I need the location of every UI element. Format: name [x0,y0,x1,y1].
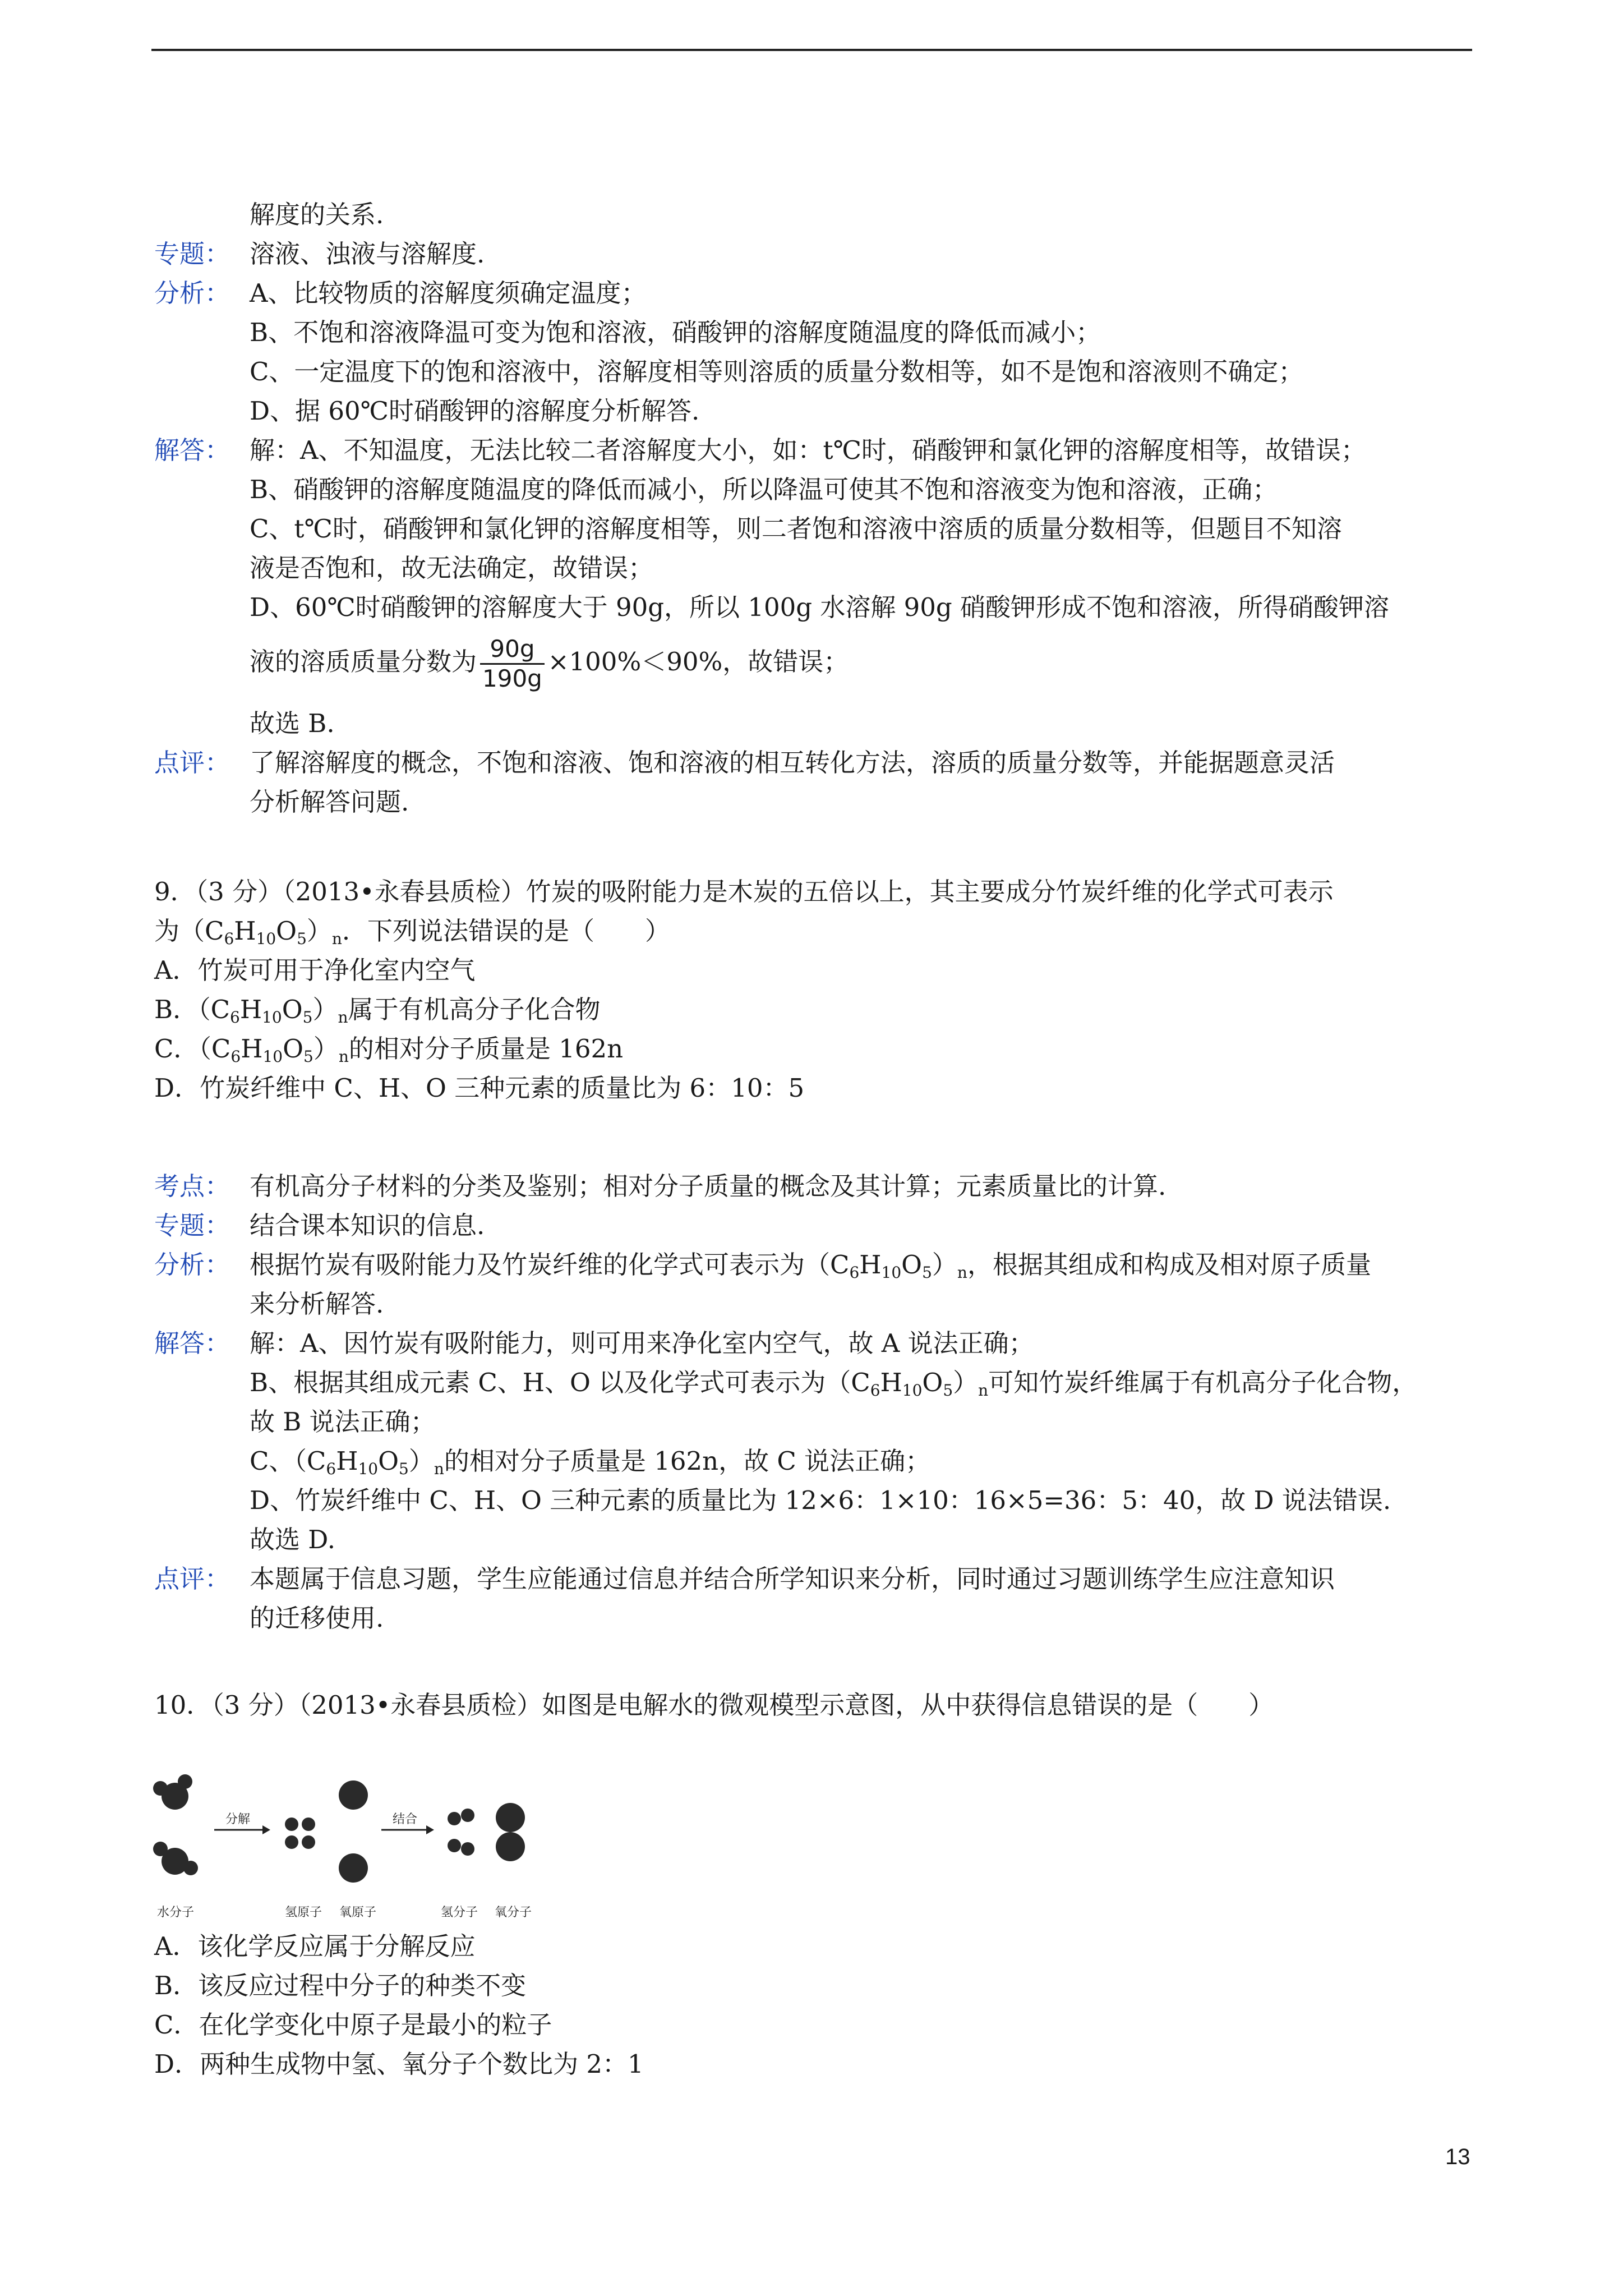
q8-fenxi-line: A、比较物质的溶解度须确定温度； [250,278,647,308]
oxygen-atoms [339,1780,368,1883]
q8-jieda-line: D、60℃时硝酸钾的溶解度大于 90g，所以 100g 水溶解 90g 硝酸钾形成不饱和溶液，所得硝酸钾溶 [250,592,1390,622]
q9-option-a: A．竹炭可用于净化室内空气 [154,955,476,985]
q9-stem-line2: 为$(C_6H_{10}O_5)_n$．下列说法错误的是（ ） [154,916,670,948]
q8-frac-pre: 液的溶质质量分数为 [250,647,477,677]
hydrogen-atom [153,1781,168,1796]
q9-dianping-label: 点评： [154,1564,230,1594]
q8-choice: 故选 B. [250,708,335,738]
q10-option-d: D．两种生成物中氢、氧分子个数比为 2：1 [154,2049,644,2079]
q9-fenxi-label: 分析： [154,1250,230,1280]
q8-zhuanti-label: 专题： [154,239,230,269]
q9-fenxi-line2: 来分析解答. [250,1289,384,1319]
q9-jieda-line5: D、竹炭纤维中 C、H、O 三种元素的质量比为 12×6：1×10：16×5=36：5：40，故 D 说法错误. [250,1485,1391,1515]
q8-jieda-line: C、t℃时，硝酸钾和氯化钾的溶解度相等，则二者饱和溶液中溶质的质量分数相等，但题目不知溶 [250,514,1342,544]
q8-fenxi-line: B、不饱和溶液降温可变为饱和溶液，硝酸钾的溶解度随温度的降低而减小； [250,318,1101,347]
q9-kaodian-label: 考点： [154,1171,230,1201]
label-water-molecule: 水分子 [157,1906,195,1920]
q9-stem-line1: 9．（3 分）（2013•永春县质检）竹炭的吸附能力是木炭的五倍以上，其主要成分竹炭纤维的化学式可表示 [154,877,1334,907]
q8-zhuanti: 溶液、浊液与溶解度. [250,239,485,269]
q9-dianping-line1: 本题属于信息习题，学生应能通过信息并结合所学知识来分析，同时通过习题训练学生应注意知识 [250,1564,1335,1594]
arrow-combine [381,1812,434,1834]
q9-dianping-line2: 的迁移使用. [250,1603,384,1633]
q10-option-b: B．该反应过程中分子的种类不变 [154,1971,527,2000]
q8-frac-post: ×100%＜90%，故错误； [547,647,849,677]
water-molecules [153,1774,198,1875]
q8-fenxi-label: 分析： [154,278,230,308]
q9-jieda-line1: 解：A、因竹炭有吸附能力，则可用来净化室内空气，故 A 说法正确； [250,1328,1034,1358]
q10-stem: 10．（3 分）（2013•永春县质检）如图是电解水的微观模型示意图，从中获得信息错误的是（ ） [154,1690,1274,1720]
q9-jieda-line4: C、$(C_6H_{10}O_5)_n$的相对分子质量是 162n，故 C 说法正确； [250,1446,931,1478]
label-hydrogen-molecule: 氢分子 [441,1906,478,1920]
q8-dianping-label: 点评： [154,748,230,777]
arrow-combine-label: 结合 [393,1812,418,1826]
q9-choice: 故选 D. [250,1525,336,1554]
q9-jieda-line3: 故 B 说法正确； [250,1407,436,1437]
q9-zhuanti-label: 专题： [154,1211,230,1240]
q9-option-c: C．$(C_6H_{10}O_5)_n$的相对分子质量是 162n [154,1034,624,1066]
q8-fenxi-line: D、据 60℃时硝酸钾的溶解度分析解答. [250,396,700,426]
q9-option-b: B．$(C_6H_{10}O_5)_n$属于有机高分子化合物 [154,995,601,1027]
q9-jieda-line2: B、根据其组成元素 C、H、O 以及化学式可表示为$(C_6H_{10}O_5)_n$可知竹炭纤维属于有机高分子化合物， [250,1368,1418,1400]
label-hydrogen-atom: 氢原子 [285,1906,322,1920]
q10-option-c: C．在化学变化中原子是最小的粒子 [154,2010,552,2040]
hydrogen-atoms [285,1818,315,1849]
q8-jieda-line: 解：A、不知温度，无法比较二者溶解度大小，如：t℃时，硝酸钾和氯化钾的溶解度相等，故错误； [250,435,1366,465]
q8-jieda-label: 解答： [154,435,230,465]
q9-kaodian: 有机高分子材料的分类及鉴别；相对分子质量的概念及其计算；元素质量比的计算. [250,1171,1166,1201]
hydrogen-atom [183,1861,198,1875]
arrow-decompose-label: 分解 [225,1812,251,1826]
q8-fenxi-line: C、一定温度下的饱和溶液中，溶解度相等则溶质的质量分数相等，如不是饱和溶液则不确定； [250,357,1304,386]
q8-jieda-line: 液是否饱和，故无法确定，故错误； [250,553,654,583]
q8-kaodian-tail: 解度的关系. [250,200,384,229]
page-number: 13 [1445,2145,1470,2169]
label-oxygen-molecule: 氧分子 [495,1906,532,1920]
q8-dianping-line: 了解溶解度的概念，不饱和溶液、饱和溶液的相互转化方法，溶质的质量分数等，并能据题意灵活 [250,748,1335,777]
arrow-decompose [214,1812,270,1834]
oxygen-molecule [496,1803,525,1861]
electrolysis-diagram [151,1767,555,1924]
q9-fenxi-line1: 根据竹炭有吸附能力及竹炭纤维的化学式可表示为$(C_6H_{10}O_5)_n$，根据其组成和构成及相对原子质量 [250,1250,1371,1282]
fraction-numerator: 90g [480,635,545,665]
hydrogen-molecules [448,1809,474,1856]
q9-jieda-label: 解答： [154,1328,230,1358]
q8-dianping-line: 分析解答问题. [250,787,409,817]
fraction [480,635,545,693]
header-rule [151,49,1472,51]
label-oxygen-atom: 氧原子 [339,1906,377,1920]
hydrogen-atom [178,1774,192,1789]
q8-jieda-line: B、硝酸钾的溶解度随温度的降低而减小，所以降温可使其不饱和溶液变为饱和溶液，正确； [250,475,1278,504]
hydrogen-atom [153,1842,168,1856]
q10-option-a: A．该化学反应属于分解反应 [154,1931,476,1961]
q9-zhuanti: 结合课本知识的信息. [250,1211,485,1240]
fraction-denominator: 190g [482,665,542,692]
q8-fraction-line [250,628,849,696]
q9-option-d: D．竹炭纤维中 C、H、O 三种元素的质量比为 6：10：5 [154,1073,805,1103]
